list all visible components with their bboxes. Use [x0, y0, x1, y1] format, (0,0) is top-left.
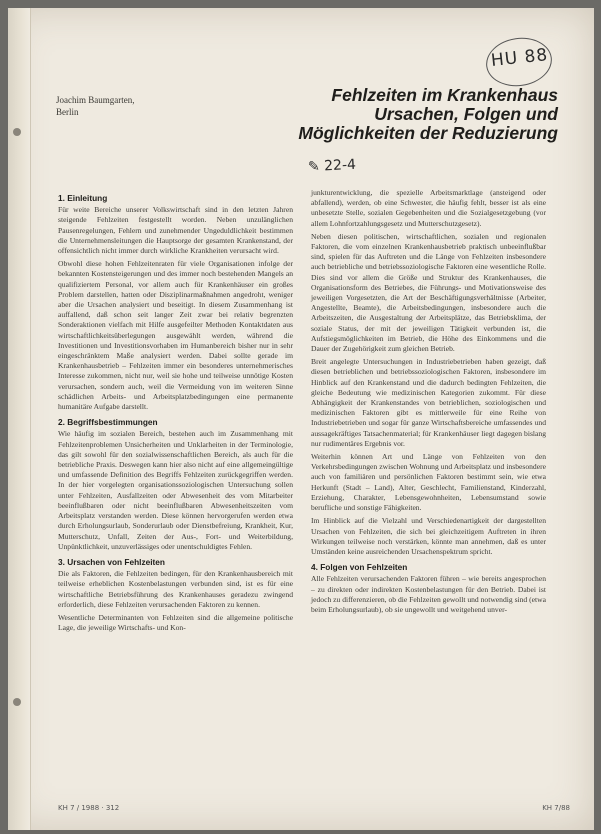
- text-column-left: [58, 188, 293, 636]
- section-heading: 2. Begriffsbestimmungen: [58, 417, 158, 428]
- punch-hole: [13, 698, 21, 706]
- title-line: Ursachen, Folgen und: [374, 104, 558, 124]
- punch-hole: [13, 128, 21, 136]
- body-paragraph: Für weite Bereiche unserer Volkswirtschaft sind in den letzten Jahren steigende Fehlzeiten festgestellt worden. Neben unzulänglichen Pausenregelungen, Fehlern und zunehmender Ungeduldlichkeit bestimmen die Unternehmensleitungen die Hauptsorge der gesamten Krankenstand, der offensichtlich nicht immer durch wirkliche Krankheiten verursacht wird.: [58, 205, 293, 256]
- body-paragraph: Alle Fehlzeiten verursachenden Faktoren führen – wie bereits angesprochen – zu direkten oder indirekten Kostenbelastungen für den Betrieb. Dabei ist jedoch zu differenzieren, ob die Fehlzeiten gewollt und notwendig sind (etwa beim Erholungsurlaub), ob sie ungewollt und weitgehend unver-: [311, 574, 546, 614]
- author-name: Joachim Baumgarten,: [56, 95, 135, 105]
- body-paragraph: Im Hinblick auf die Vielzahl und Verschiedenartigkeit der dargestellten Ursachen von Fehlzeiten, die sich bei gleichzeitigem Auftreten in ihren Wirkungen teilweise noch verstärken, könnte man annehmen, daß es unter Umständen keine ausreichenden Ursachenspektrum spricht.: [311, 516, 546, 556]
- body-paragraph: Obwohl diese hohen Fehlzeitenraten für viele Organisationen infolge der bekannten Kostensteigerungen und des immer noch bestehenden Mangels an qualifiziertem Personal, vor allem auch für Krankenhäuser ein großes Problem darstellen, hatten oder Disziplinarmaßnahmen angedroht, weniger aber die Ursachen analysiert und beseitigt. In diesem Zusammenhang ist auffallend, daß schon seit langer Zeit zwar bei relativ begrenzten Sonderaktionen vielfach mit Hilfe ausgefeilter Methoden Kontaktdaten aus wirtschaftlichkeitsüberlegungen ausgewählt werden, während die Investitionen und Investitionsvorhaben im Humanbereich bisher nur in sehr eingeschränktem Maße analysiert werden. Dabei sollte gerade im Krankenhausbetrieb – Fehlzeiten immer ein besonderes unternehmerisches Interesse zukommen, nicht nur, weil sie hohe und teilweise unnötige Kosten verursachen, sondern auch, weil die Vermeidung von im weiteren Sinne schädlichen Arbeits- und Arbeitsplatzbedingungen eine permanente humanitäre Aufgabe darstellt.: [58, 259, 293, 412]
- text-column-right: [311, 188, 546, 618]
- title-line: Möglichkeiten der Reduzierung: [298, 123, 558, 143]
- body-paragraph: Breit angelegte Untersuchungen in Industriebetrieben haben gezeigt, daß diesen betrieblichen und betriebssoziologischen Faktoren, insbesondere im Hinblick auf den Krankenstand und die dadurch bedingten Fehlzeiten, die gleiche Bedeutung wie medizinischen Kategorien zukommt. Für diese Abhängigkeit der Krankenstandes von betrieblichen, soziologischen und medizinischen Faktoren gibt es mittlerweile für eine Reihe von Industriebetrieben und sogar für ganze Wirtschaftsbereiche umfassendes und aussagekräftiges Tatsachenmaterial; für Krankenhäuser liegt dagegen bislang nur rudimentäres Ergebnis vor.: [311, 357, 546, 448]
- section-heading: 4. Folgen von Fehlzeiten: [311, 562, 408, 573]
- section-heading: 1. Einleitung: [58, 193, 108, 203]
- handwritten-number: 22-4: [323, 156, 357, 175]
- author-block: [56, 94, 134, 118]
- footer-page-ref-left: KH 7 / 1988 · 312: [58, 804, 120, 812]
- author-city: Berlin: [56, 107, 79, 117]
- body-paragraph: Wesentliche Determinanten von Fehlzeiten sind die allgemeine politische Lage, die jeweilige Wirtschafts- und Kon-: [58, 612, 293, 633]
- body-paragraph: Weiterhin können Art und Länge von Fehlzeiten von den Verkehrsbedingungen zwischen Wohnung und Arbeitsplatz und insbesondere auch von familiären und persönlichen Faktoren bestimmt sein, wie etwa Herkunft (Stadt – Land), Alter, Geschlecht, Familienstand, Kinderzahl, Erziehung, Charakter, Lebensgewohnheiten, Lebensumstand sowie berufliche und sonstige Fähigkeiten.: [311, 452, 546, 513]
- title-line: Fehlzeiten im Krankenhaus: [331, 85, 558, 105]
- body-paragraph: junkturentwicklung, die spezielle Arbeitsmarktlage (ansteigend oder abfallend), werden, ob eine Schwester, die häufig fehlt, besser ist als eine unbesetzte Stelle, sozialen Gegebenheiten und die Sozialgesetzgebung (vor allem Lohnfortzahlungsgesetz und Mutterschutzgesetz).: [311, 188, 546, 228]
- body-paragraph: Neben diesen politischen, wirtschaftlichen, sozialen und regionalen Faktoren, die vom einzelnen Krankenhausbetrieb praktisch unbeeinflußbar sind, spielen für das Auftreten und die Länge von Fehlzeiten insbesondere auch betriebliche und betriebssoziologische Faktoren eine wesentliche Rolle. Dies sind vor allem die Größe und Struktur des Krankenhauses, die Organisationsform des Betriebes, die Führungs- und Motivationsweise des jeweiligen Vorgesetzten, die Art der Beschäftigungsverhältnisse (Arbeiter, Angestellte, Beamte), die Arbeitsbedingungen, insbesondere auch die Arbeitszeiten, die Ausgestaltung der Arbeitsplätze, das Betriebsklima, der soziale Status, der mit der jeweiligen Tätigkeit verbunden ist, die Aufstiegsmöglichkeiten im Betrieb, die Höhe des Einkommens und die Dauer der Zugehörigkeit zum gleichen Betrieb.: [311, 231, 546, 354]
- section-heading: 3. Ursachen von Fehlzeiten: [58, 556, 165, 567]
- binder-strip: [8, 8, 31, 830]
- body-paragraph: Die als Faktoren, die Fehlzeiten bedingen, für den Krankenhausbereich mit teilweise erheblichen Kostenbelastungen verbunden sind, ist es für eine wirtschaftliche Betriebsführung des Krankenhauses geradezu zwingend erforderlich, diese Fehlzeiten verursachenden Faktoren zu kennen.: [58, 569, 293, 609]
- body-paragraph: Wie häufig im sozialen Bereich, bestehen auch im Zusammenhang mit Fehlzeitenproblemen Unsicherheiten und Unklarheiten in der Terminologie, das gilt sowohl für den sozialwissenschaftlichen Bereich, als auch für die betriebliche Praxis. Deswegen kann hier also nicht auf eine allgemeingültige und umfassende Definition des Begriffs Fehlzeiten zurückgegriffen werden. In der hier vorgelegten organisationssoziologischen Untersuchung sollen unter Fehlzeiten, Ausfallzeiten oder Abwesenheit des vom Mitarbeiter beeinflußbaren oder nicht beeinflußbaren Abwesenheitszeiten vom Arbeitsplatz verstanden werden. Diese können hervorgerufen werden etwa durch Erholungsurlaub, Sonderurlaub oder Dienstbefreiung, Krankheit, Kur, Mutterschutz, Unfall, Zeiten der Aus-, Fort- und Weiterbildung, Unpünktlichkeit, unzuverlässiges oder unentschuldigtes Fehlen.: [58, 429, 293, 551]
- signature-mark: ✎: [307, 158, 321, 176]
- handwritten-note: [308, 157, 357, 175]
- article-title: [228, 86, 558, 143]
- footer-page-ref-right: KH 7/88: [542, 804, 570, 812]
- stamp-text: HU 88: [490, 45, 550, 71]
- document-page: [8, 8, 594, 830]
